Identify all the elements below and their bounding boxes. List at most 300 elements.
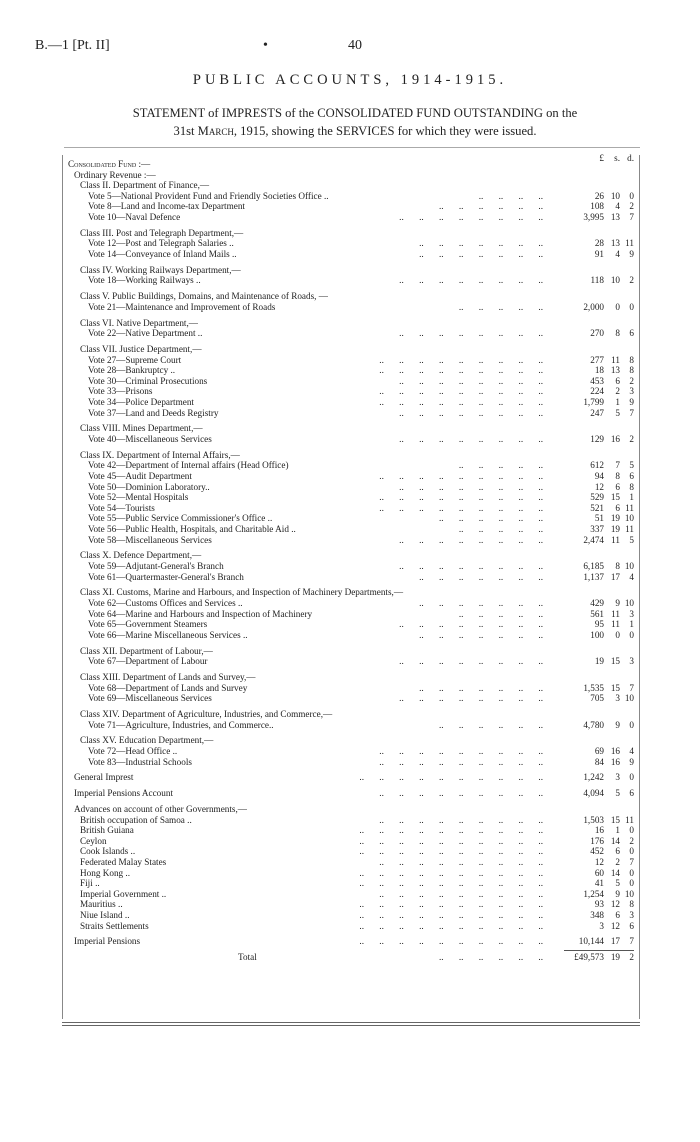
amount-pence: 3	[629, 910, 634, 920]
amount-pence: 7	[629, 857, 634, 867]
amount-pounds: 16	[594, 825, 604, 836]
amount-pence: 10	[624, 888, 634, 899]
amount-pence: 11	[625, 238, 634, 249]
table-section-heading	[68, 228, 634, 239]
amount-shillings: 7	[615, 460, 620, 471]
amount-shillings: 0	[615, 629, 620, 640]
row-label: Vote 37—Land and Deeds Registry	[88, 407, 219, 418]
amount-shillings: 17	[610, 936, 620, 947]
amount-pounds: 12	[594, 857, 604, 867]
leader-dots: .. .. .. .. .. .. ..	[419, 571, 543, 582]
leader-dots: .. .. .. .. .. ..	[438, 201, 543, 212]
row-label: Vote 64—Marine and Harbours and Inspection of Machinery	[88, 608, 313, 619]
amount-pence: 6	[629, 328, 634, 339]
amount	[544, 471, 634, 482]
table-row	[68, 619, 634, 630]
amount-pounds: 93	[594, 899, 604, 910]
row-label: Class VII. Justice Department,—	[80, 344, 202, 354]
table-row	[68, 846, 634, 857]
leader-dots: .. .. .. .. .. ..	[438, 952, 543, 963]
amount	[544, 757, 634, 768]
amount-pence: 10	[624, 561, 634, 571]
leader-dots: .. .. .. .. .. .. .. ..	[399, 481, 543, 492]
table-section-heading	[68, 318, 634, 329]
amount	[544, 857, 634, 868]
amount-pounds: 3	[599, 920, 604, 931]
leader-dots: .. .. .. .. .. .. .. ..	[399, 275, 543, 286]
table-row	[68, 772, 634, 783]
amount	[544, 238, 634, 249]
amount	[544, 460, 634, 471]
row-label: Vote 54—Tourists	[88, 502, 155, 513]
row-label: Fiji ..	[80, 878, 100, 889]
amount-pounds: 95	[594, 619, 604, 630]
table-row	[68, 302, 634, 313]
table-row	[68, 746, 634, 757]
amount	[544, 397, 634, 408]
leader-dots: .. .. .. .. .. .. .. ..	[399, 434, 543, 444]
row-label: Cook Islands ..	[80, 846, 136, 857]
leader-dots: .. .. .. .. .. .. .. .. .. ..	[359, 936, 543, 947]
leader-dots: .. .. .. .. .. .. .. ..	[399, 534, 543, 545]
document-reference: B.—1 [Pt. II]	[35, 38, 110, 53]
amount-shillings: 12	[610, 920, 620, 931]
amount-pounds: 705	[590, 693, 604, 704]
leader-dots: .. .. .. .. .. .. .. ..	[399, 561, 543, 571]
amount-pence: 9	[629, 249, 634, 259]
table-section-heading	[68, 344, 634, 355]
table-section-heading	[68, 587, 634, 598]
amount-pounds: 18	[594, 365, 604, 376]
amount-pounds: 28	[594, 238, 604, 249]
table-row	[68, 952, 634, 963]
amount-shillings: 5	[615, 878, 620, 889]
table-row	[68, 899, 634, 910]
amount-pence: 7	[629, 682, 634, 693]
leader-dots: .. .. .. .. .. .. .. ..	[399, 619, 543, 630]
leader-dots: .. .. .. .. .. .. .. .. .. ..	[359, 772, 543, 783]
amount-pounds: 453	[590, 375, 604, 386]
table-section-heading	[68, 646, 634, 657]
amount-pence: 5	[629, 460, 634, 471]
row-label: Class XV. Education Department,—	[80, 735, 214, 746]
amount-pounds: 19	[594, 656, 604, 667]
table-row	[68, 328, 634, 339]
row-label: Vote 69—Miscellaneous Services	[88, 693, 212, 704]
amount	[544, 535, 634, 546]
total-rule	[564, 950, 634, 951]
amount-pence: 4	[629, 746, 634, 756]
table-row	[68, 376, 634, 387]
amount	[544, 572, 634, 583]
row-label: Imperial Pensions	[74, 936, 141, 947]
amount	[544, 212, 634, 223]
row-label: Vote 65—Government Steamers	[88, 619, 208, 630]
table-row	[68, 561, 634, 572]
amount-pounds: 612	[590, 460, 604, 471]
amount-shillings: 8	[615, 471, 620, 481]
amount-pence: 6	[629, 920, 634, 931]
row-label: Vote 42—Department of Internal affairs (Head Office)	[88, 460, 289, 471]
amount-pence: 8	[629, 365, 634, 376]
leader-dots: .. .. .. .. .. .. .. .. ..	[379, 354, 543, 365]
table-row	[68, 836, 634, 847]
amount-shillings: 11	[611, 354, 620, 365]
table-row	[68, 249, 634, 260]
table-section-heading	[68, 735, 634, 746]
amount-pence: 7	[629, 212, 634, 222]
table-row	[68, 857, 634, 868]
amount-pence: 2	[629, 375, 634, 386]
amount-pounds: 69	[594, 746, 604, 756]
row-label: Vote 55—Public Service Commissioner's Office ..	[88, 513, 273, 524]
amount-pence: 0	[629, 719, 634, 730]
amount-pence: 8	[629, 899, 634, 910]
amount-pence: 0	[629, 878, 634, 889]
amount-shillings: 6	[615, 910, 620, 920]
amount-pence: 4	[629, 571, 634, 582]
amount-pounds: 129	[590, 434, 604, 444]
amount-pounds: 337	[590, 524, 604, 534]
leader-dots: .. .. .. .. .. .. .. .. ..	[379, 888, 543, 899]
leader-dots: .. .. .. .. .. .. .. .. ..	[379, 397, 543, 407]
amount-pounds: 1,137	[583, 571, 604, 582]
leader-dots: .. .. .. .. .. .. .. ..	[399, 212, 543, 222]
table-section-heading	[68, 550, 634, 561]
amount	[544, 825, 634, 836]
row-label: Vote 59—Adjutant-General's Branch	[88, 561, 224, 571]
amount	[544, 561, 634, 572]
amount-shillings: 3	[615, 693, 620, 704]
table-row	[68, 815, 634, 826]
leader-dots: .. .. .. .. ..	[458, 460, 543, 471]
amount	[544, 889, 634, 900]
amount-shillings: 11	[611, 608, 620, 619]
amount	[544, 524, 634, 535]
amount	[544, 619, 634, 630]
amount	[544, 868, 634, 879]
amount-pounds: 277	[590, 354, 604, 365]
amount	[544, 609, 634, 620]
table-row	[68, 434, 634, 445]
leader-dots: .. .. .. .. .. .. .. .. .. ..	[359, 878, 543, 889]
leader-dots: .. .. .. .. .. ..	[438, 513, 543, 524]
amount	[544, 201, 634, 212]
amount-shillings: 5	[615, 788, 620, 799]
col-pence-header: d.	[627, 153, 634, 163]
amount-pence: 0	[629, 846, 634, 857]
table-row	[68, 693, 634, 704]
col-pounds-header: £	[599, 153, 604, 163]
row-label: Class IX. Department of Internal Affairs,—	[80, 449, 240, 460]
amount	[544, 683, 634, 694]
amount	[544, 386, 634, 397]
amount-pence: 11	[625, 814, 634, 825]
amount-shillings: 11	[611, 534, 620, 545]
header-bullet: •	[263, 38, 268, 53]
amount-shillings: 19	[610, 513, 620, 524]
statement-date-day: 31st	[173, 124, 198, 138]
amount-pence: 0	[629, 867, 634, 878]
table-row	[68, 921, 634, 932]
amount	[544, 482, 634, 493]
row-label: Vote 12—Post and Telegraph Salaries ..	[88, 238, 234, 249]
amount-shillings: 13	[610, 238, 620, 249]
table-row	[68, 471, 634, 482]
statement-date-month: March	[197, 124, 234, 138]
row-label: Vote 56—Public Health, Hospitals, and Charitable Aid ..	[88, 524, 296, 534]
amount	[544, 503, 634, 514]
amount-shillings: 5	[615, 407, 620, 418]
table-row	[68, 825, 634, 836]
leader-dots: .. .. .. .. .. .. ..	[419, 598, 543, 608]
row-label: Hong Kong ..	[80, 867, 131, 878]
amount	[544, 720, 634, 731]
amount-shillings: 4	[615, 201, 620, 212]
amount-pence: 0	[629, 629, 634, 640]
leader-dots: .. .. .. .. .. .. .. .. ..	[379, 471, 543, 481]
table-row	[68, 757, 634, 768]
table-row	[68, 683, 634, 694]
table-row	[68, 889, 634, 900]
row-label: Class IV. Working Railways Department,—	[80, 264, 241, 275]
amount-pounds: 4,094	[583, 788, 604, 799]
table-section-heading	[68, 159, 634, 170]
row-label: Class II. Department of Finance,—	[80, 180, 210, 191]
amount-pence: 3	[629, 656, 634, 667]
amount-shillings: 15	[610, 682, 620, 693]
row-label: Total	[238, 952, 257, 963]
amount-shillings: 2	[615, 857, 620, 867]
table-row	[68, 386, 634, 397]
leader-dots: .. .. .. .. .. .. .. .. .. ..	[359, 920, 543, 931]
leader-dots: .. .. .. .. ..	[458, 524, 543, 534]
table-row	[68, 936, 634, 947]
amount-pounds: 247	[590, 407, 604, 418]
row-label: Class VIII. Mines Department,—	[80, 423, 203, 434]
leader-dots: .. .. .. ..	[478, 190, 543, 201]
amount-pence: 10	[624, 693, 634, 704]
row-label: Vote 34—Police Department	[88, 397, 194, 407]
amount-shillings: 16	[610, 434, 620, 444]
amount-pence: 7	[629, 936, 634, 947]
amount-shillings: 19	[610, 952, 620, 963]
row-label: Vote 58—Miscellaneous Services	[88, 534, 212, 545]
row-label: Vote 8—Land and Income-tax Department	[88, 201, 245, 212]
page-header	[35, 38, 665, 58]
row-label: General Imprest	[74, 772, 134, 783]
amount	[544, 365, 634, 376]
table-row	[68, 482, 634, 493]
row-label: Class XIV. Department of Agriculture, Industries, and Commerce,—	[80, 709, 333, 719]
table-row	[68, 598, 634, 609]
leader-dots: .. .. .. .. .. .. .. ..	[399, 375, 543, 386]
amount-pence: 1	[629, 492, 634, 503]
leader-dots: .. .. .. .. .. .. .. .. .. ..	[359, 835, 543, 846]
amount-pence: 3	[629, 386, 634, 397]
amount-pounds: 108	[590, 201, 604, 212]
table-top-rule	[64, 147, 640, 148]
table-row	[68, 365, 634, 376]
amount-pounds: 429	[590, 598, 604, 608]
amount-pounds: 94	[594, 471, 604, 481]
amount-shillings: 9	[615, 598, 620, 608]
amount	[544, 815, 634, 826]
amount-pence: 2	[629, 201, 634, 212]
leader-dots: .. .. .. .. .. .. .. ..	[399, 693, 543, 704]
table-row	[68, 201, 634, 212]
row-label: Niue Island ..	[80, 910, 130, 920]
amount	[544, 936, 634, 947]
amount	[544, 275, 634, 286]
amount-pence: 1	[629, 619, 634, 630]
amount-pounds: 2,000	[583, 301, 604, 312]
leader-dots: .. .. .. .. .. .. ..	[419, 629, 543, 640]
amount-pounds: 1,254	[583, 888, 604, 899]
amount-pounds: 1,503	[583, 814, 604, 825]
row-label: Vote 71—Agriculture, Industries, and Commerce..	[88, 719, 274, 730]
row-label: Vote 14—Conveyance of Inland Mails ..	[88, 249, 237, 259]
amount-shillings: 6	[615, 846, 620, 857]
row-label: Imperial Government ..	[80, 888, 167, 899]
amount-pounds: £49,573	[574, 952, 604, 963]
leader-dots: .. .. .. .. .. .. .. .. ..	[379, 788, 543, 799]
amount	[544, 878, 634, 889]
leader-dots: .. .. .. .. .. .. .. .. .. ..	[359, 910, 543, 920]
table-row	[68, 460, 634, 471]
row-label: Vote 33—Prisons	[88, 386, 153, 397]
table-row	[68, 503, 634, 514]
amount-pence: 6	[629, 788, 634, 799]
table-row	[68, 720, 634, 731]
amount-pence: 2	[629, 434, 634, 444]
page-number: 40	[348, 38, 362, 53]
row-label: Vote 28—Bankruptcy ..	[88, 365, 176, 376]
amount-pence: 6	[629, 471, 634, 481]
table-section-heading	[68, 804, 634, 815]
row-label: Vote 83—Industrial Schools	[88, 756, 192, 767]
amount-shillings: 15	[610, 814, 620, 825]
amount-shillings: 0	[615, 301, 620, 312]
row-label: Ceylon	[80, 835, 107, 846]
leader-dots: .. .. .. .. .. .. ..	[419, 682, 543, 693]
amount-pence: 0	[629, 825, 634, 836]
leader-dots: .. .. .. .. .. .. .. .. ..	[379, 365, 543, 376]
amount-pounds: 561	[590, 608, 604, 619]
amount	[544, 302, 634, 313]
amount-shillings: 15	[610, 492, 620, 503]
row-label: Class V. Public Buildings, Domains, and Maintenance of Roads, —	[80, 291, 328, 302]
table-row	[68, 910, 634, 921]
amount-pence: 8	[629, 354, 634, 365]
amount	[544, 630, 634, 641]
amount-shillings: 19	[610, 524, 620, 534]
leader-dots: .. .. .. .. .. .. .. ..	[399, 328, 543, 339]
amount-pounds: 10,144	[578, 936, 604, 947]
row-label: Ordinary Revenue :—	[74, 169, 156, 180]
amount-pounds: 51	[594, 513, 604, 524]
table-bottom-rule-2	[62, 1025, 640, 1026]
amount-pounds: 176	[590, 835, 604, 846]
amount-pence: 10	[624, 513, 634, 524]
amount-shillings: 4	[615, 249, 620, 259]
table-row	[68, 524, 634, 535]
amount	[544, 788, 634, 799]
amount	[544, 952, 634, 963]
leader-dots: .. .. .. .. ..	[458, 301, 543, 312]
leader-dots: .. .. .. .. .. .. .. .. .. ..	[359, 846, 543, 857]
amount-shillings: 11	[611, 619, 620, 630]
leader-dots: .. .. .. .. .. .. ..	[419, 249, 543, 259]
leader-dots: .. .. .. .. .. .. .. .. ..	[379, 756, 543, 767]
row-label: Vote 72—Head Office ..	[88, 746, 178, 756]
table-section-heading	[68, 265, 634, 276]
statement-heading	[55, 104, 655, 140]
amount	[544, 191, 634, 202]
row-label: Class XII. Department of Labour,—	[80, 645, 213, 656]
amount-pounds: 118	[590, 275, 604, 286]
table-row	[68, 275, 634, 286]
row-label: Class XIII. Department of Lands and Survey,—	[80, 672, 256, 682]
amount-pounds: 60	[594, 867, 604, 878]
amount-pounds: 6,185	[583, 561, 604, 571]
leader-dots: .. .. .. .. .. .. .. .. .. ..	[359, 899, 543, 910]
amount-pence: 3	[629, 608, 634, 619]
amount-shillings: 17	[610, 571, 620, 582]
row-label: Vote 45—Audit Department	[88, 471, 192, 481]
row-label: Vote 67—Department of Labour	[88, 656, 208, 667]
leader-dots: .. .. .. .. .. .. ..	[419, 238, 543, 249]
leader-dots: .. .. .. .. .. .. .. .. ..	[379, 746, 543, 756]
leader-dots: .. .. .. .. .. .. .. .. ..	[379, 502, 543, 513]
imprests-table	[62, 147, 640, 1019]
amount-shillings: 16	[610, 746, 620, 756]
amount-pence: 10	[624, 598, 634, 608]
table-row	[68, 212, 634, 223]
row-label: Class X. Defence Department,—	[80, 550, 202, 561]
amount-pounds: 521	[590, 502, 604, 513]
amount-pounds: 100	[590, 629, 604, 640]
amount-pence: 2	[629, 835, 634, 846]
row-label: Vote 52—Mental Hospitals	[88, 492, 189, 503]
table-row	[68, 868, 634, 879]
row-label: British occupation of Samoa ..	[80, 814, 192, 825]
table-row	[68, 630, 634, 641]
amount-pounds: 224	[590, 386, 604, 397]
leader-dots: .. .. .. .. .. .. .. .. ..	[379, 814, 543, 825]
leader-dots: .. .. .. .. .. .. .. .. ..	[379, 386, 543, 397]
amount	[544, 355, 634, 366]
amount-pence: 8	[629, 481, 634, 492]
table-row	[68, 408, 634, 419]
row-label: Vote 22—Native Department ..	[88, 328, 203, 339]
amount-pounds: 452	[590, 846, 604, 857]
amount	[544, 921, 634, 932]
amount-shillings: 6	[615, 375, 620, 386]
row-label: Federated Malay States	[80, 857, 167, 867]
statement-date-rest: , 1915, showing the SERVICES for which they were issued.	[233, 124, 537, 138]
table-row	[68, 535, 634, 546]
table-row	[68, 656, 634, 667]
amount-shillings: 13	[610, 212, 620, 222]
row-label: Vote 27—Supreme Court	[88, 354, 182, 365]
row-label: Vote 5—National Provident Fund and Friendly Societies Office ..	[88, 190, 329, 201]
col-shillings-header: s.	[614, 153, 620, 163]
amount-pence: 0	[629, 190, 634, 201]
amount-pounds: 1,799	[583, 397, 604, 407]
table-row	[68, 609, 634, 620]
amount-shillings: 6	[615, 502, 620, 513]
